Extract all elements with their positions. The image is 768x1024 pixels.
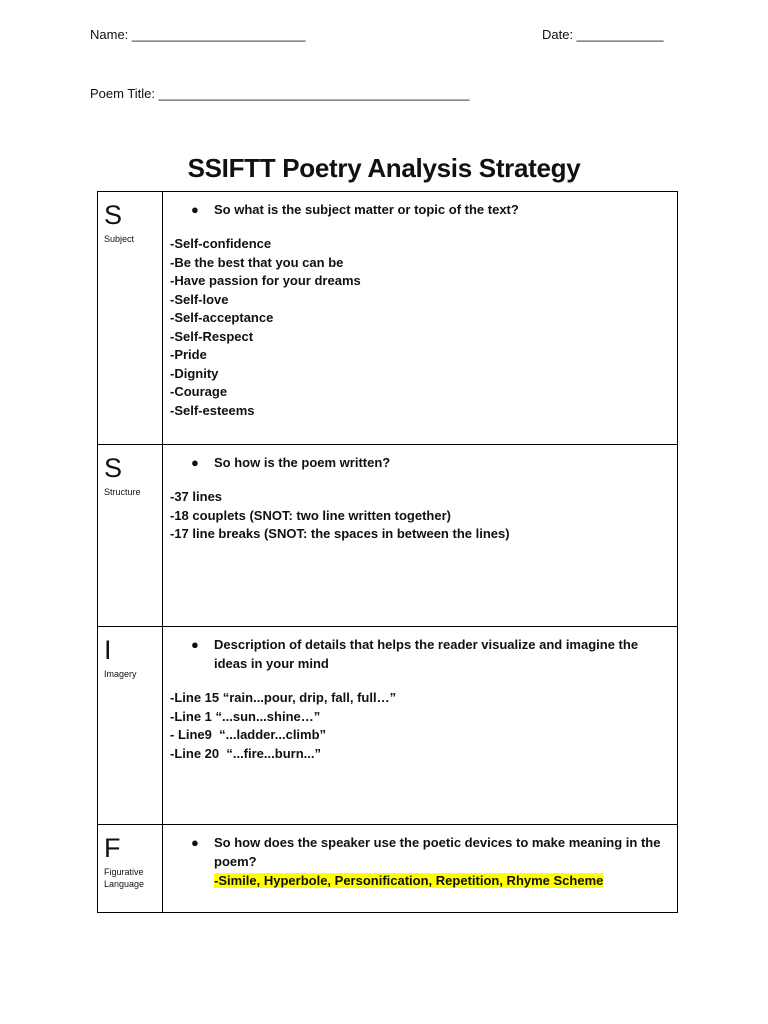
answer-list	[170, 235, 669, 420]
subject-content-cell	[163, 192, 678, 445]
subject-label-cell	[98, 192, 163, 445]
row-letter: S	[104, 453, 123, 483]
figurative-label-cell	[98, 825, 163, 913]
figurative-content-cell	[163, 825, 678, 913]
page-title: SSIFTT Poetry Analysis Strategy	[187, 153, 581, 183]
answer-line: -Courage	[170, 384, 228, 399]
row-category: Subject	[104, 234, 135, 244]
row-category-line: Language	[104, 879, 145, 889]
prompt-bullet	[170, 200, 669, 219]
answer-line: -Pride	[170, 347, 207, 362]
bullet-icon: ●	[191, 835, 199, 850]
date-field: Date: ____________	[542, 27, 664, 42]
table-row-subject	[98, 192, 678, 445]
structure-content-cell	[163, 445, 678, 627]
poem-title-field: Poem Title: ___________________________________________	[90, 86, 470, 101]
answer-line: -Be the best that you can be	[170, 254, 344, 270]
answer-line: -Self-confidence	[170, 236, 272, 251]
row-category: Imagery	[104, 669, 137, 679]
row-letter: F	[104, 833, 121, 863]
table-row-imagery	[98, 627, 678, 825]
prompt-bullet	[170, 635, 669, 673]
imagery-label-cell	[98, 627, 163, 825]
answer-line: -Self-acceptance	[170, 310, 274, 325]
answer-line: -Have passion for your dreams	[170, 273, 361, 288]
answer-line: -Self-esteems	[170, 402, 255, 418]
answer-line: - Line9 “...ladder...climb”	[170, 727, 327, 742]
answer-line: -Self-Respect	[170, 328, 254, 344]
answer-line: -Line 15 “rain...pour, drip, fall, full…”	[170, 690, 397, 705]
row-letter: S	[104, 200, 123, 230]
answer-line: -Dignity	[170, 365, 219, 381]
bullet-icon: ●	[191, 202, 199, 217]
prompt-text: So how does the speaker use the poetic devices to make meaning in the poem?	[214, 835, 661, 869]
structure-label-cell	[98, 445, 163, 627]
row-letter: I	[104, 635, 112, 665]
answer-line: -37 lines	[170, 489, 223, 504]
prompt-bullet	[170, 453, 669, 472]
prompt-bullet	[170, 833, 669, 890]
imagery-content-cell	[163, 627, 678, 825]
prompt-text: Description of details that helps the reader visualize and imagine the ideas in your mind	[214, 637, 639, 671]
analysis-table	[97, 191, 678, 913]
bullet-icon: ●	[191, 637, 199, 652]
prompt-text-group	[214, 833, 669, 890]
prompt-text: So what is the subject matter or topic of the text?	[214, 202, 519, 217]
highlighted-answer: -Simile, Hyperbole, Personification, Repetition, Rhyme Scheme	[214, 873, 604, 888]
answer-line: -18 couplets (SNOT: two line written together)	[170, 507, 451, 523]
table-row-figurative	[98, 825, 678, 913]
answer-line: -Self-love	[170, 291, 229, 307]
prompt-text: So how is the poem written?	[214, 455, 391, 470]
answer-line: -Line 20 “...fire...burn...”	[170, 745, 321, 761]
answer-list	[170, 488, 669, 544]
answer-list	[170, 689, 669, 763]
row-category	[104, 866, 162, 890]
answer-line: -17 line breaks (SNOT: the spaces in between the lines)	[170, 526, 510, 541]
name-field: Name: ________________________	[90, 27, 306, 42]
bullet-icon: ●	[191, 455, 199, 470]
row-category-line: Figurative	[104, 867, 144, 877]
table-row-structure	[98, 445, 678, 627]
row-category: Structure	[104, 487, 141, 497]
answer-line: -Line 1 “...sun...shine…”	[170, 708, 321, 724]
